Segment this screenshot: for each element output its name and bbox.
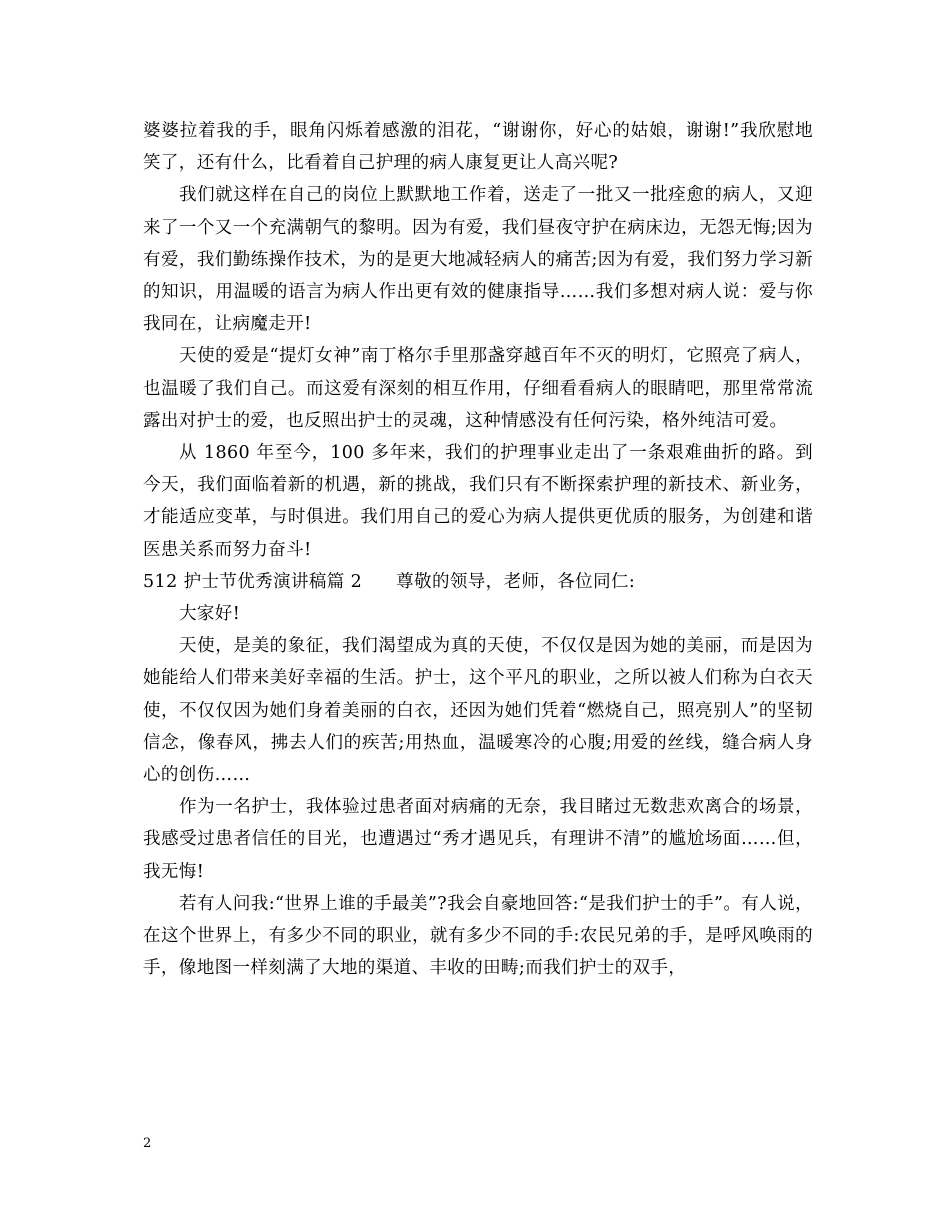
paragraph: 大家好! (179, 604, 241, 625)
salutation: 尊敬的领导，老师，各位同仁: (396, 571, 636, 592)
paragraph: 若有人问我:“世界上谁的手最美”?我会自豪地回答:“是我们护士的手”。有人说，在这个世界上，有多少不同的职业，就有多少不同的手:农民兄弟的手，是呼风唤雨的手，像地图一样刻满了大地的渠道、丰收的田畴;而我们护士的双手， (143, 893, 813, 979)
paragraph: 作为一名护士，我体验过患者面对病痛的无奈，我目睹过无数悲欢离合的场景，我感受过患者信任的目光，也遭遇过“秀才遇见兵，有理讲不清”的尴尬场面……但，我无悔! (143, 797, 813, 882)
section-title: 512 护士节优秀演讲稿篇 2 (143, 571, 363, 592)
section-heading-line (143, 566, 813, 598)
paragraph: 从 1860 年至今，100 多年来，我们的护理事业走出了一条艰难曲折的路。到今天，我们面临着新的机遇，新的挑战，我们只有不断探索护理的新技术、新业务，才能适应变革，与时俱进。我们用自己的爱心为病人提供更优质的服务，为创建和谐医患关系而努力奋斗! (143, 443, 813, 560)
paragraph: 天使，是美的象征，我们渴望成为真的天使，不仅仅是因为她的美丽，而是因为她能给人们带来美好幸福的生活。护士，这个平凡的职业，之所以被人们称为白衣天使，不仅仅因为她们身着美丽的白衣，还因为她们凭着“燃烧自己，照亮别人”的坚韧信念，像春风，拂去人们的疾苦;用热血，温暖寒冷的心腹;用爱的丝线，缝合病人身心的创伤…… (143, 636, 813, 786)
paragraph: 我们就这样在自己的岗位上默默地工作着，送走了一批又一批痊愈的病人，又迎来了一个又一个充满朝气的黎明。因为有爱，我们昼夜守护在病床边，无怨无悔;因为有爱，我们勤练操作技术，为的是更大地减轻病人的痛苦;因为有爱，我们努力学习新的知识，用温暖的语言为病人作出更有效的健康指导……我们多想对病人说：爱与你我同在，让病魔走开! (143, 185, 813, 335)
document-body (143, 115, 813, 984)
page-number: 2 (143, 1136, 152, 1151)
paragraph: 婆婆拉着我的手，眼角闪烁着感激的泪花，“谢谢你，好心的姑娘，谢谢!”我欣慰地笑了，还有什么，比看着自己护理的病人康复更让人高兴呢? (143, 121, 813, 174)
paragraph: 天使的爱是“提灯女神”南丁格尔手里那盏穿越百年不灭的明灯，它照亮了病人，也温暖了我们自己。而这爱有深刻的相互作用，仔细看看病人的眼睛吧，那里常常流露出对护士的爱，也反照出护士的灵魂，这种情感没有任何污染，格外纯洁可爱。 (143, 346, 813, 431)
